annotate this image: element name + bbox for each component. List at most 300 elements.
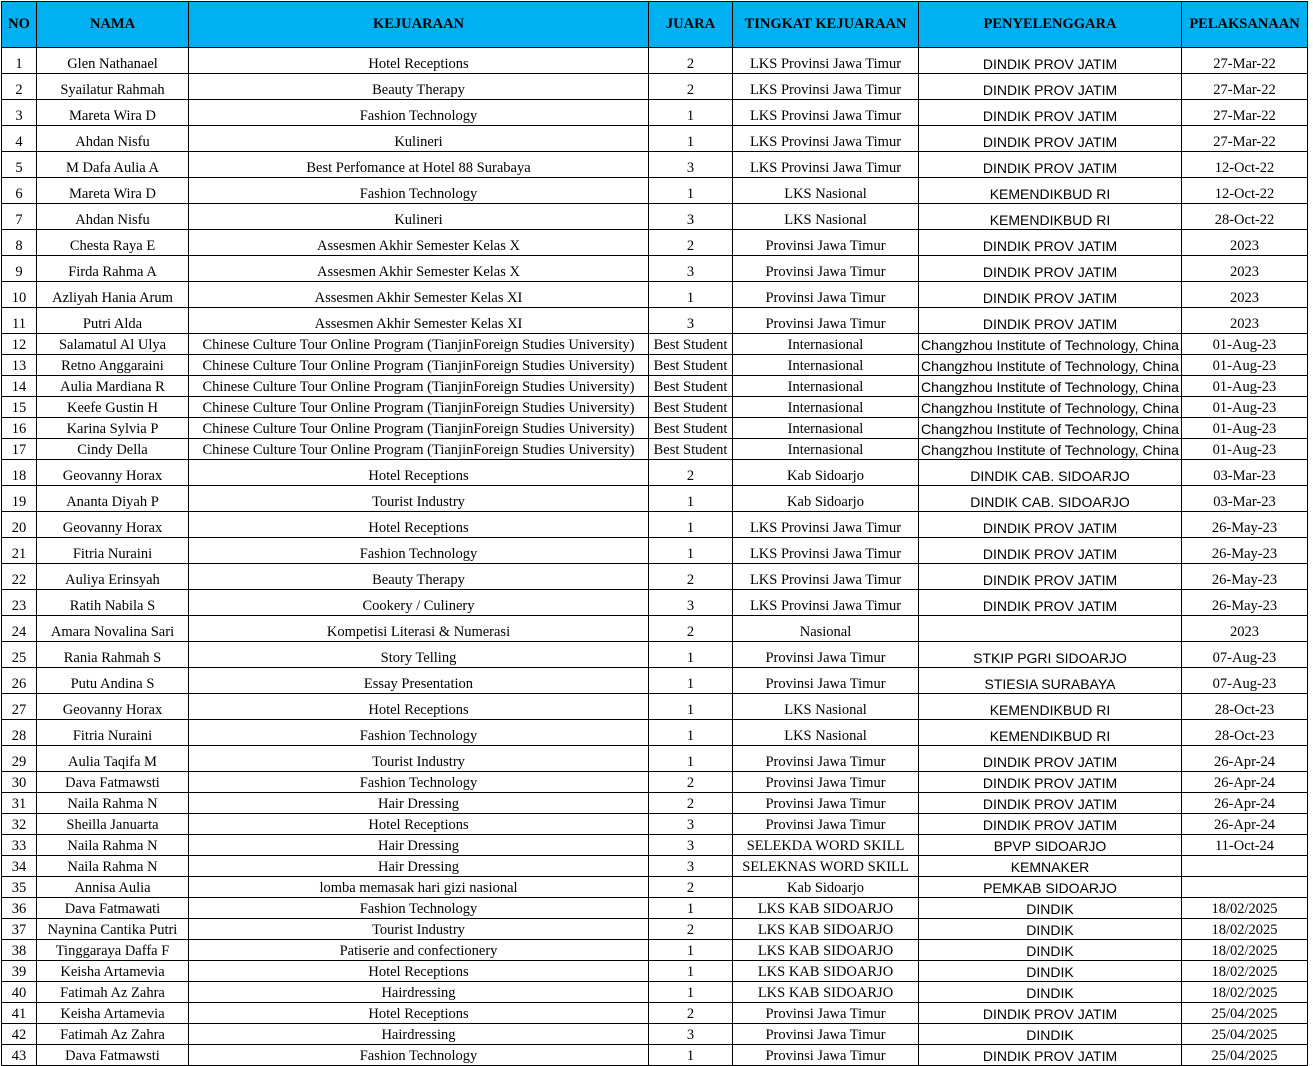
cell-penyelenggara[interactable]: Changzhou Institute of Technology, China (919, 418, 1182, 439)
cell-kejuaraan[interactable]: Hotel Receptions (189, 961, 649, 982)
cell-nama[interactable]: Naynina Cantika Putri (37, 919, 189, 940)
cell-tingkat-kejuaraan[interactable]: LKS Provinsi Jawa Timur (733, 512, 919, 538)
cell-tingkat-kejuaraan[interactable]: Provinsi Jawa Timur (733, 308, 919, 334)
cell-penyelenggara[interactable]: DINDIK (919, 898, 1182, 919)
cell-juara[interactable]: 3 (649, 814, 733, 835)
header-tingkat-kejuaraan[interactable]: TINGKAT KEJUARAAN (733, 2, 919, 48)
cell-pelaksanaan[interactable]: 26-May-23 (1182, 564, 1308, 590)
cell-pelaksanaan[interactable]: 01-Aug-23 (1182, 334, 1308, 355)
cell-tingkat-kejuaraan[interactable]: Internasional (733, 418, 919, 439)
cell-tingkat-kejuaraan[interactable]: Internasional (733, 334, 919, 355)
cell-nama[interactable]: Tinggaraya Daffa F (37, 940, 189, 961)
cell-pelaksanaan[interactable]: 01-Aug-23 (1182, 439, 1308, 460)
header-penyelenggara[interactable]: PENYELENGGARA (919, 2, 1182, 48)
cell-nama[interactable]: Fatimah Az Zahra (37, 982, 189, 1003)
cell-no[interactable]: 42 (2, 1024, 37, 1045)
cell-pelaksanaan[interactable]: 01-Aug-23 (1182, 418, 1308, 439)
cell-kejuaraan[interactable]: Fashion Technology (189, 772, 649, 793)
cell-tingkat-kejuaraan[interactable]: Provinsi Jawa Timur (733, 746, 919, 772)
cell-tingkat-kejuaraan[interactable]: Provinsi Jawa Timur (733, 1045, 919, 1066)
cell-no[interactable]: 27 (2, 694, 37, 720)
cell-juara[interactable]: 3 (649, 152, 733, 178)
cell-tingkat-kejuaraan[interactable]: Provinsi Jawa Timur (733, 668, 919, 694)
cell-penyelenggara[interactable]: Changzhou Institute of Technology, China (919, 355, 1182, 376)
cell-nama[interactable]: Mareta Wira D (37, 178, 189, 204)
cell-tingkat-kejuaraan[interactable]: Provinsi Jawa Timur (733, 793, 919, 814)
cell-kejuaraan[interactable]: Assesmen Akhir Semester Kelas X (189, 256, 649, 282)
cell-kejuaraan[interactable]: Chinese Culture Tour Online Program (TianjinForeign Studies University) (189, 397, 649, 418)
cell-juara[interactable]: 2 (649, 1003, 733, 1024)
cell-tingkat-kejuaraan[interactable]: LKS Provinsi Jawa Timur (733, 538, 919, 564)
cell-no[interactable]: 40 (2, 982, 37, 1003)
cell-no[interactable]: 37 (2, 919, 37, 940)
cell-nama[interactable]: Putu Andina S (37, 668, 189, 694)
cell-nama[interactable]: Chesta Raya E (37, 230, 189, 256)
cell-pelaksanaan[interactable]: 27-Mar-22 (1182, 100, 1308, 126)
cell-juara[interactable]: 3 (649, 1024, 733, 1045)
cell-pelaksanaan[interactable]: 01-Aug-23 (1182, 397, 1308, 418)
cell-juara[interactable]: 3 (649, 308, 733, 334)
cell-no[interactable]: 38 (2, 940, 37, 961)
cell-juara[interactable]: 1 (649, 720, 733, 746)
cell-juara[interactable]: 1 (649, 126, 733, 152)
cell-penyelenggara[interactable]: KEMENDIKBUD RI (919, 694, 1182, 720)
cell-penyelenggara[interactable]: PEMKAB SIDOARJO (919, 877, 1182, 898)
cell-nama[interactable]: Aulia Taqifa M (37, 746, 189, 772)
cell-kejuaraan[interactable]: Kompetisi Literasi & Numerasi (189, 616, 649, 642)
cell-pelaksanaan[interactable]: 2023 (1182, 282, 1308, 308)
cell-juara[interactable]: 2 (649, 772, 733, 793)
cell-no[interactable]: 11 (2, 308, 37, 334)
cell-tingkat-kejuaraan[interactable]: Provinsi Jawa Timur (733, 814, 919, 835)
cell-kejuaraan[interactable]: Chinese Culture Tour Online Program (TianjinForeign Studies University) (189, 439, 649, 460)
cell-nama[interactable]: Sheilla Januarta (37, 814, 189, 835)
cell-kejuaraan[interactable]: Assesmen Akhir Semester Kelas XI (189, 282, 649, 308)
cell-no[interactable]: 17 (2, 439, 37, 460)
cell-penyelenggara[interactable]: KEMNAKER (919, 856, 1182, 877)
cell-juara[interactable]: 1 (649, 694, 733, 720)
cell-penyelenggara[interactable]: DINDIK (919, 961, 1182, 982)
cell-tingkat-kejuaraan[interactable]: LKS Provinsi Jawa Timur (733, 590, 919, 616)
cell-nama[interactable]: M Dafa Aulia A (37, 152, 189, 178)
cell-penyelenggara[interactable]: DINDIK PROV JATIM (919, 746, 1182, 772)
cell-juara[interactable]: Best Student (649, 397, 733, 418)
cell-nama[interactable]: Naila Rahma N (37, 793, 189, 814)
cell-nama[interactable]: Geovanny Horax (37, 694, 189, 720)
cell-nama[interactable]: Retno Anggaraini (37, 355, 189, 376)
cell-pelaksanaan[interactable]: 25/04/2025 (1182, 1045, 1308, 1066)
cell-tingkat-kejuaraan[interactable]: Provinsi Jawa Timur (733, 256, 919, 282)
cell-kejuaraan[interactable]: Story Telling (189, 642, 649, 668)
cell-nama[interactable]: Ahdan Nisfu (37, 126, 189, 152)
cell-no[interactable]: 35 (2, 877, 37, 898)
cell-no[interactable]: 4 (2, 126, 37, 152)
cell-penyelenggara[interactable]: Changzhou Institute of Technology, China (919, 439, 1182, 460)
cell-no[interactable]: 26 (2, 668, 37, 694)
header-juara[interactable]: JUARA (649, 2, 733, 48)
cell-pelaksanaan[interactable]: 28-Oct-23 (1182, 694, 1308, 720)
cell-tingkat-kejuaraan[interactable]: LKS Nasional (733, 204, 919, 230)
cell-penyelenggara[interactable]: DINDIK CAB. SIDOARJO (919, 486, 1182, 512)
cell-no[interactable]: 30 (2, 772, 37, 793)
cell-tingkat-kejuaraan[interactable]: Kab Sidoarjo (733, 877, 919, 898)
cell-pelaksanaan[interactable]: 18/02/2025 (1182, 919, 1308, 940)
cell-nama[interactable]: Aulia Mardiana R (37, 376, 189, 397)
cell-kejuaraan[interactable]: Chinese Culture Tour Online Program (TianjinForeign Studies University) (189, 418, 649, 439)
cell-tingkat-kejuaraan[interactable]: LKS Provinsi Jawa Timur (733, 48, 919, 74)
cell-juara[interactable]: 2 (649, 793, 733, 814)
cell-pelaksanaan[interactable]: 01-Aug-23 (1182, 376, 1308, 397)
cell-pelaksanaan[interactable]: 27-Mar-22 (1182, 48, 1308, 74)
cell-juara[interactable]: 3 (649, 590, 733, 616)
cell-juara[interactable]: 1 (649, 982, 733, 1003)
cell-nama[interactable]: Annisa Aulia (37, 877, 189, 898)
cell-no[interactable]: 18 (2, 460, 37, 486)
cell-tingkat-kejuaraan[interactable]: Provinsi Jawa Timur (733, 642, 919, 668)
cell-tingkat-kejuaraan[interactable]: Provinsi Jawa Timur (733, 772, 919, 793)
cell-pelaksanaan[interactable]: 27-Mar-22 (1182, 126, 1308, 152)
cell-no[interactable]: 33 (2, 835, 37, 856)
cell-penyelenggara[interactable]: DINDIK PROV JATIM (919, 814, 1182, 835)
cell-pelaksanaan[interactable]: 2023 (1182, 230, 1308, 256)
cell-pelaksanaan[interactable] (1182, 856, 1308, 877)
cell-nama[interactable]: Salamatul Al Ulya (37, 334, 189, 355)
cell-penyelenggara[interactable]: DINDIK PROV JATIM (919, 1003, 1182, 1024)
cell-penyelenggara[interactable]: DINDIK PROV JATIM (919, 282, 1182, 308)
cell-juara[interactable]: 3 (649, 256, 733, 282)
cell-nama[interactable]: Firda Rahma A (37, 256, 189, 282)
cell-juara[interactable]: 2 (649, 564, 733, 590)
cell-no[interactable]: 32 (2, 814, 37, 835)
cell-nama[interactable]: Fatimah Az Zahra (37, 1024, 189, 1045)
cell-juara[interactable]: 2 (649, 74, 733, 100)
cell-juara[interactable]: 2 (649, 460, 733, 486)
cell-juara[interactable]: 1 (649, 642, 733, 668)
cell-juara[interactable]: 2 (649, 230, 733, 256)
cell-penyelenggara[interactable]: KEMENDIKBUD RI (919, 204, 1182, 230)
header-nama[interactable]: NAMA (37, 2, 189, 48)
cell-pelaksanaan[interactable]: 26-May-23 (1182, 512, 1308, 538)
cell-no[interactable]: 10 (2, 282, 37, 308)
cell-tingkat-kejuaraan[interactable]: SELEKNAS WORD SKILL (733, 856, 919, 877)
cell-penyelenggara[interactable]: DINDIK PROV JATIM (919, 772, 1182, 793)
cell-nama[interactable]: Fitria Nuraini (37, 720, 189, 746)
cell-juara[interactable]: 1 (649, 940, 733, 961)
cell-tingkat-kejuaraan[interactable]: SELEKDA WORD SKILL (733, 835, 919, 856)
cell-penyelenggara[interactable]: DINDIK CAB. SIDOARJO (919, 460, 1182, 486)
cell-pelaksanaan[interactable]: 12-Oct-22 (1182, 152, 1308, 178)
cell-tingkat-kejuaraan[interactable]: LKS Nasional (733, 720, 919, 746)
cell-nama[interactable]: Ratih Nabila S (37, 590, 189, 616)
cell-tingkat-kejuaraan[interactable]: LKS Nasional (733, 694, 919, 720)
cell-no[interactable]: 19 (2, 486, 37, 512)
cell-kejuaraan[interactable]: Tourist Industry (189, 486, 649, 512)
cell-no[interactable]: 7 (2, 204, 37, 230)
cell-nama[interactable]: Keefe Gustin H (37, 397, 189, 418)
cell-pelaksanaan[interactable]: 2023 (1182, 616, 1308, 642)
cell-juara[interactable]: Best Student (649, 418, 733, 439)
cell-juara[interactable]: 1 (649, 1045, 733, 1066)
cell-juara[interactable]: 1 (649, 100, 733, 126)
cell-kejuaraan[interactable]: Hotel Receptions (189, 694, 649, 720)
cell-tingkat-kejuaraan[interactable]: LKS KAB SIDOARJO (733, 940, 919, 961)
cell-nama[interactable]: Karina Sylvia P (37, 418, 189, 439)
cell-juara[interactable]: 1 (649, 746, 733, 772)
cell-pelaksanaan[interactable]: 26-Apr-24 (1182, 793, 1308, 814)
cell-penyelenggara[interactable]: DINDIK PROV JATIM (919, 48, 1182, 74)
cell-juara[interactable]: 1 (649, 486, 733, 512)
cell-penyelenggara[interactable]: DINDIK PROV JATIM (919, 564, 1182, 590)
cell-nama[interactable]: Keisha Artamevia (37, 1003, 189, 1024)
cell-no[interactable]: 2 (2, 74, 37, 100)
cell-pelaksanaan[interactable]: 01-Aug-23 (1182, 355, 1308, 376)
cell-no[interactable]: 25 (2, 642, 37, 668)
cell-kejuaraan[interactable]: Best Perfomance at Hotel 88 Surabaya (189, 152, 649, 178)
header-pelaksanaan[interactable]: PELAKSANAAN (1182, 2, 1308, 48)
cell-pelaksanaan[interactable]: 28-Oct-22 (1182, 204, 1308, 230)
cell-penyelenggara[interactable]: Changzhou Institute of Technology, China (919, 376, 1182, 397)
cell-kejuaraan[interactable]: Hotel Receptions (189, 512, 649, 538)
cell-penyelenggara[interactable]: DINDIK PROV JATIM (919, 1045, 1182, 1066)
cell-kejuaraan[interactable]: lomba memasak hari gizi nasional (189, 877, 649, 898)
cell-kejuaraan[interactable]: Chinese Culture Tour Online Program (TianjinForeign Studies University) (189, 376, 649, 397)
cell-tingkat-kejuaraan[interactable]: Internasional (733, 355, 919, 376)
cell-no[interactable]: 22 (2, 564, 37, 590)
cell-penyelenggara[interactable]: DINDIK (919, 940, 1182, 961)
cell-nama[interactable]: Dava Fatmawsti (37, 772, 189, 793)
cell-penyelenggara[interactable]: DINDIK PROV JATIM (919, 793, 1182, 814)
cell-no[interactable]: 36 (2, 898, 37, 919)
cell-pelaksanaan[interactable]: 03-Mar-23 (1182, 486, 1308, 512)
cell-no[interactable]: 31 (2, 793, 37, 814)
cell-pelaksanaan[interactable]: 26-Apr-24 (1182, 772, 1308, 793)
cell-no[interactable]: 29 (2, 746, 37, 772)
cell-penyelenggara[interactable]: DINDIK PROV JATIM (919, 74, 1182, 100)
cell-kejuaraan[interactable]: Assesmen Akhir Semester Kelas XI (189, 308, 649, 334)
cell-tingkat-kejuaraan[interactable]: Kab Sidoarjo (733, 460, 919, 486)
cell-penyelenggara[interactable]: DINDIK PROV JATIM (919, 590, 1182, 616)
cell-tingkat-kejuaraan[interactable]: LKS KAB SIDOARJO (733, 982, 919, 1003)
cell-tingkat-kejuaraan[interactable]: LKS Provinsi Jawa Timur (733, 100, 919, 126)
cell-tingkat-kejuaraan[interactable]: Internasional (733, 439, 919, 460)
cell-penyelenggara[interactable]: DINDIK PROV JATIM (919, 512, 1182, 538)
cell-penyelenggara[interactable]: Changzhou Institute of Technology, China (919, 334, 1182, 355)
cell-juara[interactable]: 1 (649, 538, 733, 564)
cell-pelaksanaan[interactable]: 18/02/2025 (1182, 898, 1308, 919)
cell-kejuaraan[interactable]: Hotel Receptions (189, 814, 649, 835)
cell-juara[interactable]: 1 (649, 898, 733, 919)
cell-tingkat-kejuaraan[interactable]: LKS Provinsi Jawa Timur (733, 126, 919, 152)
cell-nama[interactable]: Naila Rahma N (37, 856, 189, 877)
cell-kejuaraan[interactable]: Fashion Technology (189, 178, 649, 204)
cell-pelaksanaan[interactable]: 07-Aug-23 (1182, 642, 1308, 668)
cell-penyelenggara[interactable]: DINDIK PROV JATIM (919, 256, 1182, 282)
cell-penyelenggara[interactable]: DINDIK (919, 919, 1182, 940)
cell-no[interactable]: 39 (2, 961, 37, 982)
cell-penyelenggara[interactable]: STKIP PGRI SIDOARJO (919, 642, 1182, 668)
cell-pelaksanaan[interactable]: 18/02/2025 (1182, 940, 1308, 961)
cell-penyelenggara[interactable]: Changzhou Institute of Technology, China (919, 397, 1182, 418)
cell-no[interactable]: 8 (2, 230, 37, 256)
cell-nama[interactable]: Amara Novalina Sari (37, 616, 189, 642)
cell-penyelenggara[interactable]: STIESIA SURABAYA (919, 668, 1182, 694)
cell-penyelenggara[interactable]: KEMENDIKBUD RI (919, 178, 1182, 204)
cell-pelaksanaan[interactable]: 26-May-23 (1182, 538, 1308, 564)
header-no[interactable]: NO (2, 2, 37, 48)
cell-tingkat-kejuaraan[interactable]: Internasional (733, 376, 919, 397)
cell-penyelenggara[interactable]: BPVP SIDOARJO (919, 835, 1182, 856)
cell-nama[interactable]: Dava Fatmawati (37, 898, 189, 919)
cell-kejuaraan[interactable]: Tourist Industry (189, 919, 649, 940)
cell-nama[interactable]: Geovanny Horax (37, 512, 189, 538)
cell-kejuaraan[interactable]: Kulineri (189, 126, 649, 152)
cell-pelaksanaan[interactable]: 12-Oct-22 (1182, 178, 1308, 204)
cell-nama[interactable]: Geovanny Horax (37, 460, 189, 486)
cell-no[interactable]: 3 (2, 100, 37, 126)
cell-kejuaraan[interactable]: Assesmen Akhir Semester Kelas X (189, 230, 649, 256)
cell-juara[interactable]: 1 (649, 512, 733, 538)
cell-no[interactable]: 15 (2, 397, 37, 418)
cell-nama[interactable]: Putri Alda (37, 308, 189, 334)
cell-juara[interactable]: Best Student (649, 334, 733, 355)
cell-pelaksanaan[interactable]: 2023 (1182, 256, 1308, 282)
cell-kejuaraan[interactable]: Cookery / Culinery (189, 590, 649, 616)
cell-pelaksanaan[interactable]: 25/04/2025 (1182, 1024, 1308, 1045)
cell-penyelenggara[interactable]: KEMENDIKBUD RI (919, 720, 1182, 746)
cell-juara[interactable]: 2 (649, 48, 733, 74)
cell-no[interactable]: 16 (2, 418, 37, 439)
cell-nama[interactable]: Glen Nathanael (37, 48, 189, 74)
cell-juara[interactable]: 3 (649, 204, 733, 230)
cell-nama[interactable]: Keisha Artamevia (37, 961, 189, 982)
cell-juara[interactable]: Best Student (649, 376, 733, 397)
cell-kejuaraan[interactable]: Chinese Culture Tour Online Program (TianjinForeign Studies University) (189, 334, 649, 355)
cell-pelaksanaan[interactable]: 25/04/2025 (1182, 1003, 1308, 1024)
cell-kejuaraan[interactable]: Fashion Technology (189, 898, 649, 919)
cell-penyelenggara[interactable]: DINDIK PROV JATIM (919, 152, 1182, 178)
cell-juara[interactable]: 2 (649, 877, 733, 898)
cell-kejuaraan[interactable]: Fashion Technology (189, 1045, 649, 1066)
header-kejuaraan[interactable]: KEJUARAAN (189, 2, 649, 48)
cell-penyelenggara[interactable]: DINDIK (919, 982, 1182, 1003)
cell-kejuaraan[interactable]: Tourist Industry (189, 746, 649, 772)
cell-tingkat-kejuaraan[interactable]: Nasional (733, 616, 919, 642)
cell-pelaksanaan[interactable]: 2023 (1182, 308, 1308, 334)
cell-juara[interactable]: 1 (649, 961, 733, 982)
cell-juara[interactable]: 1 (649, 282, 733, 308)
cell-nama[interactable]: Syailatur Rahmah (37, 74, 189, 100)
cell-nama[interactable]: Ananta Diyah P (37, 486, 189, 512)
cell-nama[interactable]: Naila Rahma N (37, 835, 189, 856)
cell-nama[interactable]: Ahdan Nisfu (37, 204, 189, 230)
cell-no[interactable]: 12 (2, 334, 37, 355)
cell-penyelenggara[interactable]: DINDIK PROV JATIM (919, 100, 1182, 126)
cell-kejuaraan[interactable]: Hairdressing (189, 1024, 649, 1045)
cell-kejuaraan[interactable]: Fashion Technology (189, 720, 649, 746)
cell-no[interactable]: 1 (2, 48, 37, 74)
cell-juara[interactable]: 3 (649, 856, 733, 877)
cell-kejuaraan[interactable]: Fashion Technology (189, 538, 649, 564)
cell-penyelenggara[interactable]: DINDIK PROV JATIM (919, 308, 1182, 334)
cell-kejuaraan[interactable]: Fashion Technology (189, 100, 649, 126)
cell-kejuaraan[interactable]: Kulineri (189, 204, 649, 230)
cell-nama[interactable]: Mareta Wira D (37, 100, 189, 126)
cell-nama[interactable]: Auliya Erinsyah (37, 564, 189, 590)
cell-tingkat-kejuaraan[interactable]: Provinsi Jawa Timur (733, 282, 919, 308)
cell-pelaksanaan[interactable]: 26-Apr-24 (1182, 814, 1308, 835)
cell-tingkat-kejuaraan[interactable]: Provinsi Jawa Timur (733, 230, 919, 256)
cell-tingkat-kejuaraan[interactable]: LKS Provinsi Jawa Timur (733, 74, 919, 100)
cell-juara[interactable]: Best Student (649, 439, 733, 460)
cell-kejuaraan[interactable]: Hair Dressing (189, 856, 649, 877)
cell-pelaksanaan[interactable]: 03-Mar-23 (1182, 460, 1308, 486)
cell-no[interactable]: 21 (2, 538, 37, 564)
cell-pelaksanaan[interactable]: 26-Apr-24 (1182, 746, 1308, 772)
cell-no[interactable]: 41 (2, 1003, 37, 1024)
cell-kejuaraan[interactable]: Essay Presentation (189, 668, 649, 694)
cell-pelaksanaan[interactable]: 28-Oct-23 (1182, 720, 1308, 746)
cell-pelaksanaan[interactable]: 18/02/2025 (1182, 982, 1308, 1003)
cell-no[interactable]: 24 (2, 616, 37, 642)
cell-tingkat-kejuaraan[interactable]: LKS Nasional (733, 178, 919, 204)
cell-nama[interactable]: Fitria Nuraini (37, 538, 189, 564)
cell-kejuaraan[interactable]: Hairdressing (189, 982, 649, 1003)
cell-tingkat-kejuaraan[interactable]: Provinsi Jawa Timur (733, 1003, 919, 1024)
cell-kejuaraan[interactable]: Hotel Receptions (189, 460, 649, 486)
cell-tingkat-kejuaraan[interactable]: LKS KAB SIDOARJO (733, 898, 919, 919)
cell-penyelenggara[interactable] (919, 616, 1182, 642)
cell-kejuaraan[interactable]: Chinese Culture Tour Online Program (TianjinForeign Studies University) (189, 355, 649, 376)
cell-juara[interactable]: 1 (649, 178, 733, 204)
cell-juara[interactable]: 2 (649, 616, 733, 642)
cell-pelaksanaan[interactable]: 27-Mar-22 (1182, 74, 1308, 100)
cell-tingkat-kejuaraan[interactable]: Kab Sidoarjo (733, 486, 919, 512)
cell-no[interactable]: 6 (2, 178, 37, 204)
cell-tingkat-kejuaraan[interactable]: LKS KAB SIDOARJO (733, 961, 919, 982)
cell-no[interactable]: 13 (2, 355, 37, 376)
cell-pelaksanaan[interactable]: 11-Oct-24 (1182, 835, 1308, 856)
cell-juara[interactable]: 2 (649, 919, 733, 940)
cell-nama[interactable]: Dava Fatmawsti (37, 1045, 189, 1066)
cell-kejuaraan[interactable]: Beauty Therapy (189, 564, 649, 590)
cell-kejuaraan[interactable]: Hair Dressing (189, 835, 649, 856)
cell-penyelenggara[interactable]: DINDIK PROV JATIM (919, 538, 1182, 564)
cell-juara[interactable]: 1 (649, 668, 733, 694)
cell-penyelenggara[interactable]: DINDIK PROV JATIM (919, 126, 1182, 152)
cell-nama[interactable]: Azliyah Hania Arum (37, 282, 189, 308)
cell-penyelenggara[interactable]: DINDIK (919, 1024, 1182, 1045)
cell-nama[interactable]: Rania Rahmah S (37, 642, 189, 668)
cell-kejuaraan[interactable]: Hotel Receptions (189, 1003, 649, 1024)
cell-tingkat-kejuaraan[interactable]: LKS Provinsi Jawa Timur (733, 564, 919, 590)
cell-no[interactable]: 34 (2, 856, 37, 877)
cell-nama[interactable]: Cindy Della (37, 439, 189, 460)
cell-juara[interactable]: 3 (649, 835, 733, 856)
cell-no[interactable]: 9 (2, 256, 37, 282)
cell-no[interactable]: 20 (2, 512, 37, 538)
cell-tingkat-kejuaraan[interactable]: Internasional (733, 397, 919, 418)
cell-kejuaraan[interactable]: Beauty Therapy (189, 74, 649, 100)
cell-kejuaraan[interactable]: Hotel Receptions (189, 48, 649, 74)
cell-tingkat-kejuaraan[interactable]: Provinsi Jawa Timur (733, 1024, 919, 1045)
cell-no[interactable]: 5 (2, 152, 37, 178)
cell-kejuaraan[interactable]: Patiserie and confectionery (189, 940, 649, 961)
cell-pelaksanaan[interactable]: 18/02/2025 (1182, 961, 1308, 982)
cell-tingkat-kejuaraan[interactable]: LKS KAB SIDOARJO (733, 919, 919, 940)
cell-no[interactable]: 43 (2, 1045, 37, 1066)
cell-pelaksanaan[interactable]: 07-Aug-23 (1182, 668, 1308, 694)
cell-tingkat-kejuaraan[interactable]: LKS Provinsi Jawa Timur (733, 152, 919, 178)
